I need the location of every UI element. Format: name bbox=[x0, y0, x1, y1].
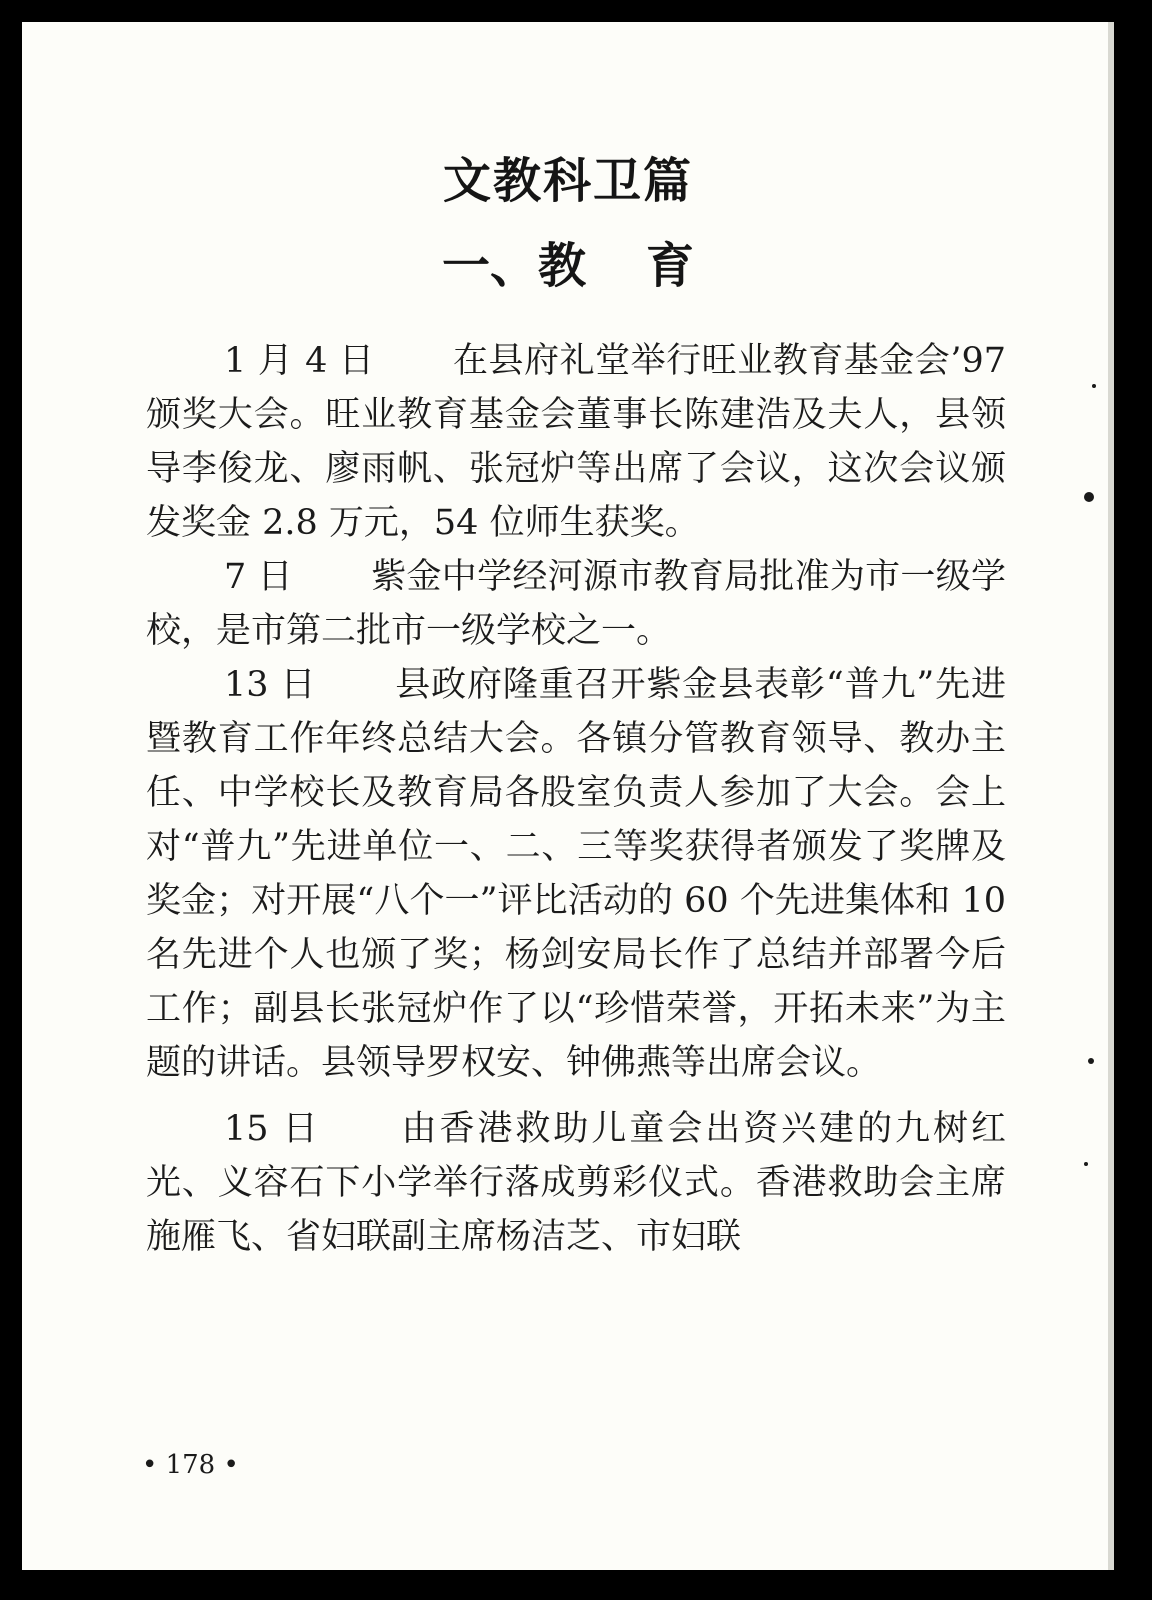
chapter-title: 文教科卫篇 bbox=[442, 153, 693, 209]
section-title bbox=[22, 227, 1114, 296]
entry-jan-15 bbox=[146, 1102, 1006, 1264]
scan-speck bbox=[1084, 1162, 1088, 1166]
scan-speck bbox=[1088, 1058, 1094, 1064]
entry-date: 15 日 bbox=[224, 1109, 321, 1149]
scan-speck bbox=[1092, 384, 1096, 388]
entry-jan-4 bbox=[146, 334, 1006, 550]
section-title-number: 一、教 bbox=[441, 238, 586, 294]
entry-text: 紫金中学经河源市教育局批准为市一级学校，是市第二批市一级学校之一。 bbox=[146, 557, 1006, 651]
entry-text: 在县府礼堂举行旺业教育基金会’97 颁奖大会。旺业教育基金会董事长陈建浩及夫人，县领导李俊龙、廖雨帆、张冠炉等出席了会议，这次会议颁发奖金 2.8 万元，54 位师生获奖。 bbox=[146, 341, 1006, 543]
entry-text: 县政府隆重召开紫金县表彰“普九”先进暨教育工作年终总结大会。各镇分管教育领导、教办主任、中学校长及教育局各股室负责人参加了大会。会上对“普九”先进单位一、二、三等奖获得者颁发了奖牌及奖金；对开展“八个一”评比活动的 60 个先进集体和 10 名先进个人也颁了奖；杨剑安局长作了总结并部署今后工作；副县长张冠炉作了以“珍惜荣誉，开拓未来”为主题的讲话。县领导罗权安、钟佛燕等出席会议。 bbox=[146, 665, 1006, 1083]
section-title-rest: 育 bbox=[646, 238, 695, 294]
entry-jan-13 bbox=[146, 658, 1006, 1090]
document-page bbox=[22, 22, 1114, 1570]
scan-speck bbox=[1084, 492, 1094, 502]
page-number: • 178 • bbox=[142, 1450, 239, 1480]
entry-text: 由香港救助儿童会出资兴建的九树红光、义容石下小学举行落成剪彩仪式。香港救助会主席施雁飞、省妇联副主席杨洁芝、市妇联 bbox=[146, 1109, 1006, 1257]
entry-date: 13 日 bbox=[224, 665, 317, 705]
entry-date: 7 日 bbox=[224, 557, 293, 597]
article-body bbox=[146, 334, 1006, 1264]
entry-jan-7 bbox=[146, 550, 1006, 658]
entry-date: 1 月 4 日 bbox=[224, 341, 375, 381]
